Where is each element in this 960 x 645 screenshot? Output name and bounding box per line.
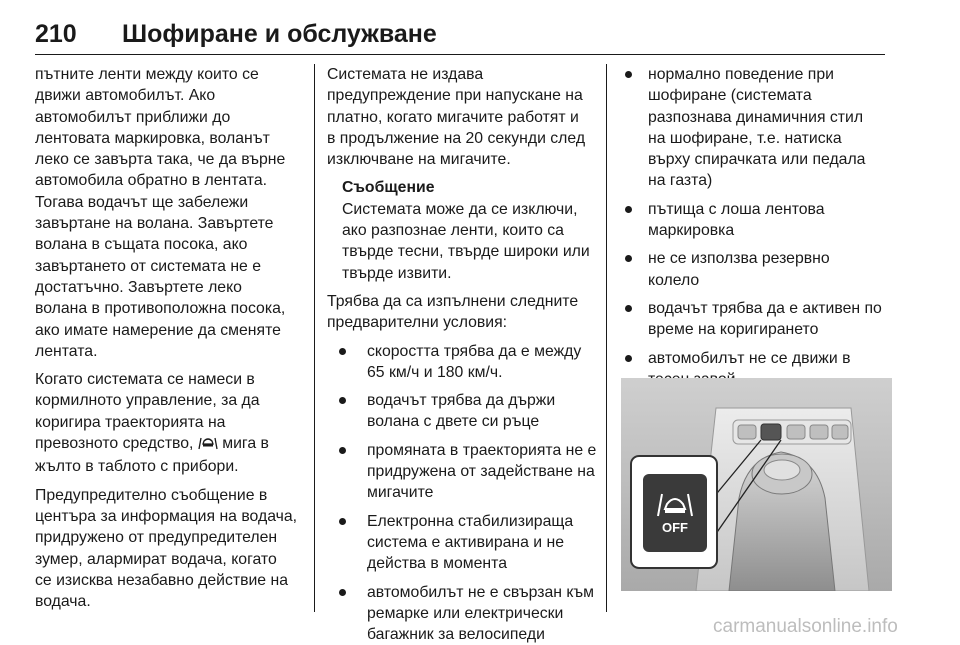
- text-line: 65 км/ч и 180 км/ч.: [367, 363, 503, 381]
- text-line: шофиране (системата: [648, 87, 812, 105]
- list-item: [621, 199, 891, 242]
- text-line: система е активирана и не: [367, 533, 565, 551]
- text-line: Електронна стабилизираща: [367, 512, 574, 530]
- bullet-icon: [339, 518, 346, 525]
- text-line: Системата може да се изключи,: [342, 200, 578, 218]
- bullet-icon: [625, 71, 632, 78]
- text-line: Трябва да са изпълнени следните: [327, 292, 579, 310]
- lane-keep-off-icon: [655, 488, 695, 518]
- text-line: промяната в траекторията не е: [367, 441, 597, 459]
- text-line: завъртането от системата не е: [35, 257, 262, 275]
- paragraph: [327, 64, 595, 170]
- text-line: мигачите: [367, 484, 434, 502]
- text-line: достатъчно. Завъртете леко: [35, 278, 242, 296]
- text-line: жълто в таблото с прибори.: [35, 458, 239, 476]
- bullet-icon: [625, 355, 632, 362]
- list-item: [621, 248, 891, 291]
- text-line: Тогава водачът ще забележи: [35, 193, 249, 211]
- text-line: ако разпознае ленти, които са: [342, 222, 564, 240]
- text-line: зумер, алармират водача, когато: [35, 550, 277, 568]
- text-line: придружена от задействане на: [367, 463, 595, 481]
- bullet-icon: [625, 305, 632, 312]
- text-line: лентата.: [35, 342, 98, 360]
- text-line: пътища с лоша лентова: [648, 200, 825, 218]
- text-line: коригира траекторията на: [35, 413, 226, 431]
- text-line: на шофиране, т.е. натиска: [648, 129, 842, 147]
- button-label: OFF: [662, 520, 688, 535]
- note-box: [327, 177, 595, 283]
- column-divider: [314, 64, 315, 612]
- lane-departure-icon: [198, 435, 218, 456]
- bullet-icon: [625, 206, 632, 213]
- text-line: движи автомобилът. Ако: [35, 87, 216, 105]
- text-line: волана в противоположна посока,: [35, 300, 286, 318]
- text-line: маркировка: [648, 222, 735, 240]
- list-item: [327, 582, 595, 645]
- column-divider: [606, 64, 607, 612]
- text-line: време на коригирането: [648, 321, 819, 339]
- text-line: предварителни условия:: [327, 314, 508, 332]
- text-line: не се използва резервно: [648, 250, 830, 268]
- paragraph: [35, 64, 305, 362]
- text-line: се изисква незабавно действие на: [35, 571, 288, 589]
- text-line: изключване на мигачите.: [327, 151, 511, 169]
- list-item: [327, 440, 595, 504]
- text-line: водачът трябва да е активен по: [648, 299, 882, 317]
- text-line: нормално поведение при: [648, 66, 834, 83]
- text-line: автомобилът не е свързан към: [367, 583, 595, 601]
- lane-keep-off-button[interactable]: [643, 474, 707, 552]
- text-line: колело: [648, 271, 700, 289]
- text-line: центъра за информация на водача,: [35, 507, 298, 525]
- paragraph: [327, 291, 595, 334]
- text-line: Когато системата се намеси в: [35, 371, 255, 389]
- bullet-icon: [339, 589, 346, 596]
- text-line: [35, 433, 305, 456]
- page-number: 210: [35, 20, 77, 48]
- watermark: carmanualsonline.info: [713, 616, 898, 637]
- page-title: Шофиране и обслужване: [122, 20, 437, 48]
- column-3: [621, 64, 891, 431]
- note-title: Съобщение: [342, 179, 435, 197]
- text-line: придружено от предупредителен: [35, 529, 278, 547]
- list-item: [621, 298, 891, 341]
- text-line: багажник за велосипеди: [367, 626, 545, 644]
- text-line: водачът трябва да държи: [367, 392, 556, 410]
- text-line: твърде тесни, твърде широки или: [342, 243, 590, 261]
- text-line: скоростта трябва да е между: [367, 342, 582, 360]
- list-item: [327, 341, 595, 384]
- paragraph: [35, 369, 305, 477]
- list-item: [621, 64, 891, 192]
- text-line: Предупредително съобщение в: [35, 486, 268, 504]
- text-line: предупреждение при напускане на: [327, 87, 583, 105]
- text-line: лентовата маркировка, воланът: [35, 129, 270, 147]
- text-line: на газта): [648, 172, 713, 190]
- text-line: завъртане на волана. Завъртете: [35, 215, 274, 233]
- bullet-icon: [339, 397, 346, 404]
- text-line: разпознава динамичния стил: [648, 108, 864, 126]
- text-line: Системата не издава: [327, 66, 484, 83]
- text-line: твърде извити.: [342, 264, 452, 282]
- text-line: водача.: [35, 593, 91, 611]
- text-line: ако имате намерение да сменяте: [35, 321, 281, 339]
- text-line: волана с двете си ръце: [367, 413, 540, 431]
- text-line: върху спирачката или педала: [648, 151, 866, 169]
- text-line: действа в момента: [367, 555, 507, 573]
- column-2: [327, 64, 595, 645]
- text-line: ремарке или електрически: [367, 604, 564, 622]
- text-line: в продължение на 20 секунди след: [327, 129, 586, 147]
- text-fragment: мига в: [222, 435, 269, 453]
- page-header: [35, 20, 885, 55]
- text-line: кормилното управление, за да: [35, 392, 260, 410]
- text-fragment: превозното средство,: [35, 435, 194, 453]
- text-line: платно, когато мигачите работят и: [327, 108, 579, 126]
- text-line: волана в същата посока, ако: [35, 236, 248, 254]
- text-line: пътните ленти между които се: [35, 66, 259, 83]
- list-item: [327, 511, 595, 575]
- bullet-icon: [625, 255, 632, 262]
- console-photo: [621, 378, 892, 591]
- list-item: [327, 390, 595, 433]
- paragraph: [35, 485, 305, 613]
- text-line: автомобилът не се движи в: [648, 349, 851, 367]
- column-1: [35, 64, 305, 612]
- text-line: автомобила обратно в лентата.: [35, 172, 268, 190]
- bullet-icon: [339, 447, 346, 454]
- text-line: автомобилът приближи до: [35, 108, 231, 126]
- bullet-icon: [339, 348, 346, 355]
- text-line: леко се завърта така, че да върне: [35, 151, 286, 169]
